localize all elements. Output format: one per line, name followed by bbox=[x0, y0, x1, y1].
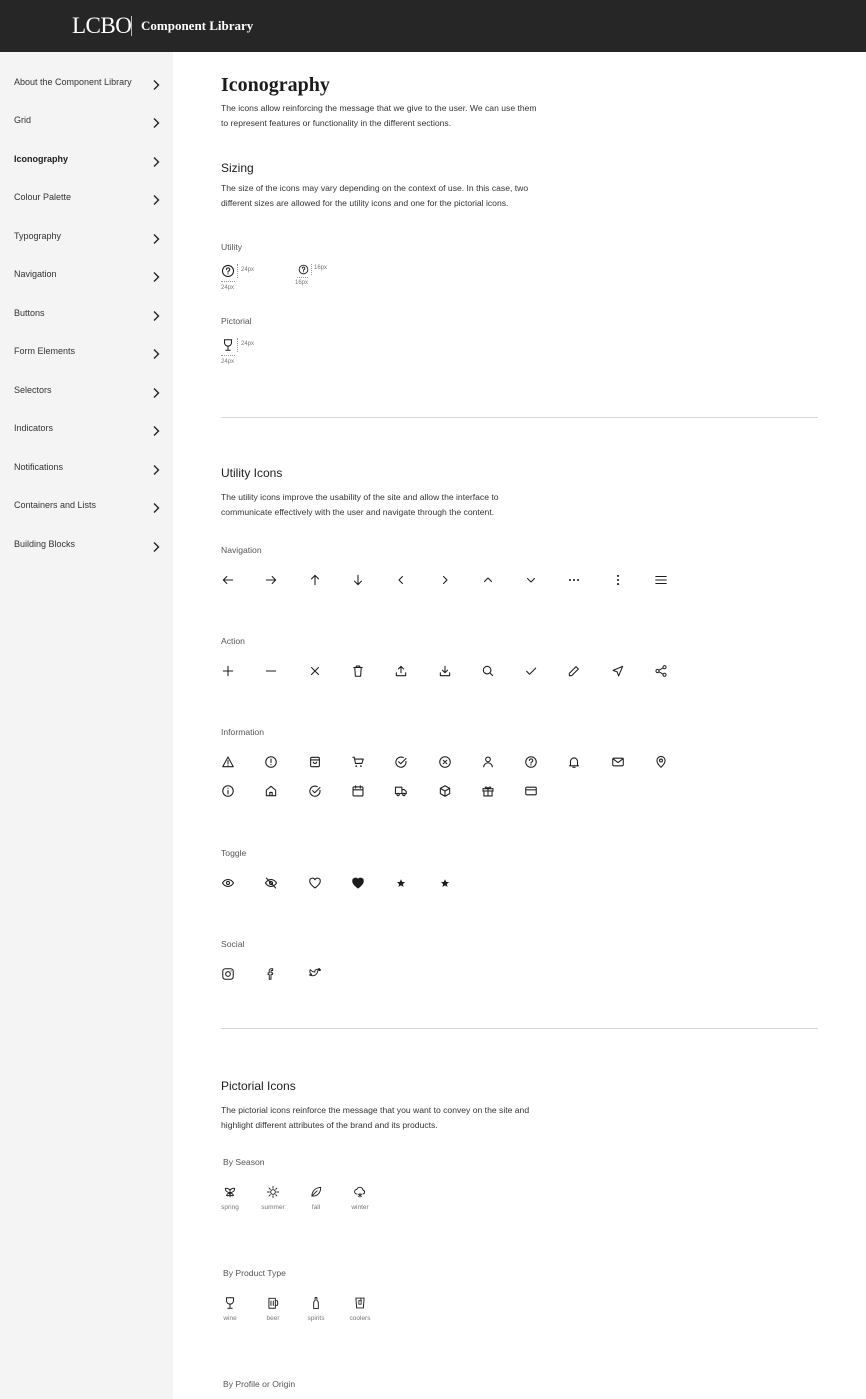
sidebar-item-about[interactable] bbox=[0, 72, 173, 96]
upload-icon bbox=[394, 664, 408, 678]
box-icon bbox=[438, 784, 452, 798]
x-circle-icon bbox=[438, 755, 452, 769]
search-icon bbox=[481, 664, 495, 678]
sizing-text: The size of the icons may vary depending on the context of use. In this case, two different sizes are allowed for the utility icons and one for the pictorial icons. bbox=[221, 183, 529, 208]
check-icon bbox=[524, 664, 538, 678]
more-horizontal-icon bbox=[567, 573, 581, 587]
wine-icon bbox=[223, 1296, 237, 1310]
spirits-icon bbox=[309, 1296, 323, 1310]
sidebar-item-label: Colour Palette bbox=[14, 192, 72, 202]
sizing-pictorial-label: Pictorial bbox=[221, 316, 252, 326]
page-intro: The icons allow reinforcing the message that we give to the user. We can use them to represent features or functionality in the different sections. bbox=[221, 103, 537, 128]
menu-icon bbox=[654, 573, 668, 587]
spring-icon bbox=[223, 1185, 237, 1199]
dimension-label: 16px bbox=[314, 265, 328, 271]
heart-outline-icon bbox=[308, 876, 322, 890]
social-group-label: Social bbox=[221, 939, 245, 949]
chevron-right-icon bbox=[151, 540, 161, 552]
pictorial-caption: fall bbox=[311, 1204, 321, 1211]
location-pin-icon bbox=[654, 755, 668, 769]
sidebar-item-label: Notifications bbox=[14, 462, 64, 472]
star-filled-icon bbox=[438, 876, 452, 890]
lcbo-logo[interactable]: LCBO bbox=[72, 13, 132, 38]
utility-icons-heading: Utility Icons bbox=[221, 466, 283, 480]
help-circle-icon bbox=[221, 264, 235, 278]
download-icon bbox=[438, 664, 452, 678]
chevron-right-icon bbox=[151, 116, 161, 128]
pictorial-item bbox=[298, 1185, 334, 1211]
pictorial-item bbox=[255, 1296, 291, 1322]
chevron-right-icon bbox=[151, 501, 161, 513]
check-circle-icon bbox=[394, 755, 408, 769]
close-icon bbox=[308, 664, 322, 678]
page-title: Iconography bbox=[221, 74, 330, 96]
bag-icon bbox=[308, 755, 322, 769]
action-group-label: Action bbox=[221, 636, 245, 646]
chevron-right-icon bbox=[151, 309, 161, 321]
sidebar-item-label: Iconography bbox=[14, 154, 69, 164]
sidebar-item-label: Selectors bbox=[14, 385, 52, 395]
info-icon bbox=[221, 784, 235, 798]
fall-icon bbox=[309, 1185, 323, 1199]
gift-icon bbox=[481, 784, 495, 798]
chevron-down-icon bbox=[524, 573, 538, 587]
app-title[interactable]: Component Library bbox=[141, 18, 254, 33]
dimension-label: 24px bbox=[221, 285, 235, 291]
pictorial-icons-heading: Pictorial Icons bbox=[221, 1079, 296, 1093]
arrow-right-icon bbox=[264, 573, 278, 587]
chevron-right-icon bbox=[151, 78, 161, 90]
pictorial-caption: winter bbox=[351, 1204, 369, 1211]
sizing-utility-label: Utility bbox=[221, 242, 243, 252]
facebook-icon bbox=[264, 967, 278, 981]
sidebar-item-building-blocks[interactable] bbox=[0, 534, 173, 558]
dimension-guide bbox=[221, 355, 235, 356]
credit-card-icon bbox=[524, 784, 538, 798]
navigation-group-label: Navigation bbox=[221, 545, 262, 555]
warning-icon bbox=[221, 755, 235, 769]
help-circle-icon bbox=[524, 755, 538, 769]
bell-icon bbox=[567, 755, 581, 769]
sidebar bbox=[0, 52, 173, 1399]
sidebar-item-label: Building Blocks bbox=[14, 539, 76, 549]
chevron-up-icon bbox=[481, 573, 495, 587]
chevron-right-icon bbox=[151, 193, 161, 205]
sidebar-item-navigation[interactable] bbox=[0, 264, 173, 288]
arrow-up-icon bbox=[308, 573, 322, 587]
plus-icon bbox=[221, 664, 235, 678]
sidebar-item-label: Grid bbox=[14, 115, 32, 125]
star-icon bbox=[394, 876, 408, 890]
minus-icon bbox=[264, 664, 278, 678]
dimension-guide bbox=[297, 277, 308, 278]
sidebar-item-label: About the Component Library bbox=[14, 77, 132, 87]
check-badge-icon bbox=[308, 784, 322, 798]
sidebar-item-notifications[interactable] bbox=[0, 457, 173, 481]
pictorial-caption: spring bbox=[221, 1204, 239, 1211]
sidebar-item-typography[interactable] bbox=[0, 226, 173, 250]
arrow-left-icon bbox=[221, 573, 235, 587]
twitter-icon bbox=[308, 967, 322, 981]
sidebar-item-label: Indicators bbox=[14, 423, 54, 433]
truck-icon bbox=[394, 784, 408, 798]
chevron-right-icon bbox=[438, 573, 452, 587]
dimension-guide bbox=[237, 338, 238, 352]
pictorial-item bbox=[255, 1185, 291, 1211]
winter-icon bbox=[353, 1185, 367, 1199]
sidebar-item-label: Typography bbox=[14, 231, 62, 241]
chevron-right-icon bbox=[151, 463, 161, 475]
chevron-right-icon bbox=[151, 347, 161, 359]
share-icon bbox=[654, 664, 668, 678]
alert-circle-icon bbox=[264, 755, 278, 769]
calendar-icon bbox=[351, 784, 365, 798]
dimension-guide bbox=[311, 264, 312, 275]
section-divider bbox=[221, 417, 818, 418]
pictorial-caption: coolers bbox=[349, 1315, 371, 1322]
dimension-guide bbox=[221, 281, 235, 282]
by-season-label: By Season bbox=[223, 1157, 265, 1167]
arrow-down-icon bbox=[351, 573, 365, 587]
sidebar-item-buttons[interactable] bbox=[0, 303, 173, 327]
by-profile-or-origin-label: By Profile or Origin bbox=[223, 1379, 296, 1389]
top-header bbox=[0, 0, 866, 52]
sidebar-item-grid[interactable] bbox=[0, 110, 173, 134]
mail-icon bbox=[611, 755, 625, 769]
dimension-label: 16px bbox=[295, 280, 309, 286]
dimension-label: 24px bbox=[241, 267, 255, 273]
sidebar-item-label: Form Elements bbox=[14, 346, 76, 356]
pictorial-caption: beer bbox=[266, 1315, 280, 1322]
main-content bbox=[173, 52, 866, 1399]
sidebar-item-containers-and-lists[interactable] bbox=[0, 495, 173, 519]
chevron-left-icon bbox=[394, 573, 408, 587]
pencil-icon bbox=[567, 664, 581, 678]
chevron-right-icon bbox=[151, 424, 161, 436]
sidebar-item-indicators[interactable] bbox=[0, 418, 173, 442]
sidebar-item-selectors[interactable] bbox=[0, 380, 173, 404]
chevron-right-icon bbox=[151, 270, 161, 282]
pictorial-item bbox=[298, 1296, 334, 1322]
home-icon bbox=[264, 784, 278, 798]
sidebar-item-label: Containers and Lists bbox=[14, 500, 97, 510]
summer-icon bbox=[266, 1185, 280, 1199]
wine-icon bbox=[221, 338, 235, 352]
pictorial-caption: wine bbox=[223, 1315, 237, 1322]
chevron-right-icon bbox=[151, 232, 161, 244]
pictorial-item bbox=[212, 1185, 248, 1211]
more-vertical-icon bbox=[611, 573, 625, 587]
pictorial-icons-text: The pictorial icons reinforce the message that you want to convey on the site and highlight different attributes of the brand and its products. bbox=[221, 1105, 530, 1130]
dimension-label: 24px bbox=[221, 359, 235, 365]
cart-icon bbox=[351, 755, 365, 769]
pictorial-caption: spirits bbox=[307, 1315, 325, 1322]
send-icon bbox=[611, 664, 625, 678]
sizing-heading: Sizing bbox=[221, 161, 254, 175]
beer-icon bbox=[266, 1296, 280, 1310]
pictorial-item bbox=[212, 1296, 248, 1322]
by-product-type-label: By Product Type bbox=[223, 1268, 286, 1278]
section-divider bbox=[221, 1028, 818, 1029]
chevron-right-icon bbox=[151, 155, 161, 167]
dimension-label: 24px bbox=[241, 341, 255, 347]
heart-filled-icon bbox=[351, 876, 365, 890]
toggle-group-label: Toggle bbox=[221, 848, 247, 858]
pictorial-caption: summer bbox=[261, 1204, 285, 1211]
sidebar-item-label: Navigation bbox=[14, 269, 57, 279]
information-group-label: Information bbox=[221, 727, 264, 737]
logo-divider bbox=[131, 16, 132, 36]
trash-icon bbox=[351, 664, 365, 678]
utility-icons-text: The utility icons improve the usability of the site and allow the interface to communicate effectively with the user and navigate through the content. bbox=[221, 492, 499, 517]
dimension-guide bbox=[237, 264, 238, 278]
chevron-right-icon bbox=[151, 386, 161, 398]
sidebar-item-label: Buttons bbox=[14, 308, 45, 318]
pictorial-item bbox=[342, 1185, 378, 1211]
instagram-icon bbox=[221, 967, 235, 981]
sidebar-item-colour-palette[interactable] bbox=[0, 187, 173, 211]
eye-off-icon bbox=[264, 876, 278, 890]
pictorial-item bbox=[342, 1296, 378, 1322]
sidebar-item-iconography[interactable] bbox=[0, 149, 173, 173]
eye-icon bbox=[221, 876, 235, 890]
sidebar-item-form-elements[interactable] bbox=[0, 341, 173, 365]
user-icon bbox=[481, 755, 495, 769]
help-circle-icon bbox=[298, 264, 309, 275]
coolers-icon bbox=[353, 1296, 367, 1310]
